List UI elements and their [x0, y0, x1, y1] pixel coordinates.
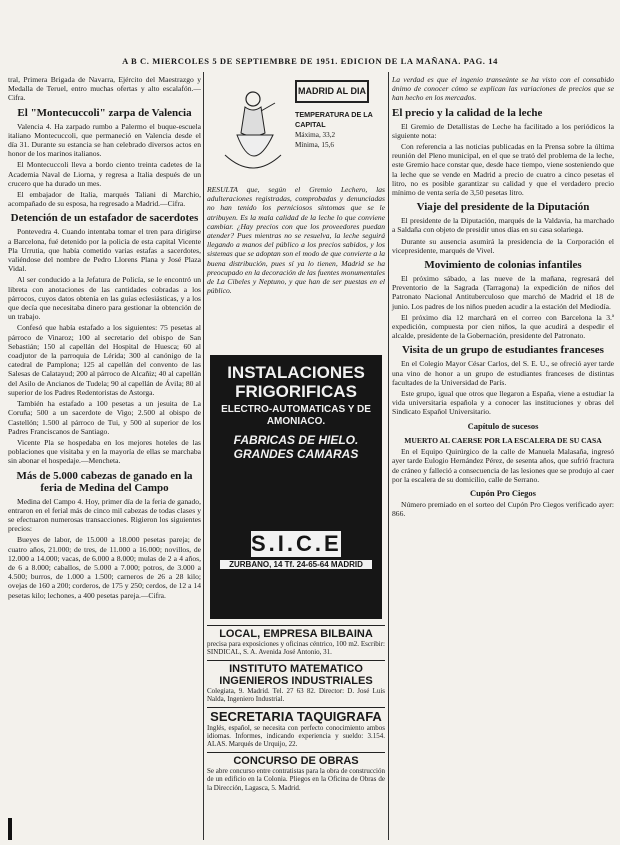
article-text: Con referencia a las noticias publicadas en la Prensa sobre la última reunión del Pleno municipal, en el que se trató del problema de la leche, este Gremio hace constar que, desde hace tiempo, viene sosteniendo que la leche que se vende en Madrid a precio de cuatro a cinco pesetas el litro, no es posible garantizar su calidad y que el verdadero precio mínimo de venta sería de 3,50 pesetas litro.	[392, 142, 614, 198]
article-text: La verdad es que el ingenio transeúnte se ha visto con el consabido ánimo de conocer cómo se explican las variaciones de precios que se han hecho en los mercados.	[392, 75, 614, 103]
article-text: En el Colegio Mayor César Carlos, del S. E. U., se ofreció ayer tarde una vino de honor a un grupo de estudiantes franceses de distintas facultades de la Universidad de París.	[392, 359, 614, 387]
article-text: En el Equipo Quirúrgico de la calle de Manuela Malasaña, ingresó ayer tarde Eulogio Hernández Pérez, de sesenta años, que sufrió fractura de cráneo y falleció a consecuencia de las lesiones que se produjo al caer por la escalera de su domicilio, calle de Serrano.	[392, 447, 614, 484]
column-text: RESULTA que, según el Gremio Lechero, las adulteraciones registradas, comprobadas y denunciadas no han tenido los perniciosos síntomas que se le atribuyen. Es la mala calidad de la leche lo que conviene cambiar. ¿Hay precios con que los proveedores puedan atender? Pues mientras no se resuelva, la leche seguirá llegando a manos del público a los precios sabidos, y los sistemas que se adoptan son el modo de que convierte a la buena distribución, pues sí ya lo tienen, Madrid se ha preocupado en la decoración de las fuentes monumentales de La Cibeles y Neptuno, y que han de ser puestas en el público.	[207, 185, 385, 296]
column-right	[392, 75, 614, 521]
headline-montecuccoli: El "Montecuccoli" zarpa de Valencia	[17, 106, 192, 119]
temperature-box	[295, 110, 385, 150]
section-sucesos: Capítulo de sucesos	[467, 420, 539, 431]
ad-secretaria-text: Inglés, español, se necesita con perfecto conocimiento ambos idiomas. Informes, indicando experiencia y sueldo: 3.154. ALAS. Marqués de Urquijo, 22.	[207, 723, 385, 749]
article-text: Vicente Pla se hospedaba en los mejores hoteles de las poblaciones que visitaba y en la mayoría de ellas se marchaba sin abonar el hospedaje.—Mencheta.	[8, 437, 201, 466]
column-left	[8, 75, 201, 602]
headline-muerto: MUERTO AL CAERSE POR LA ESCALERA DE SU CASA	[404, 435, 602, 445]
ad-concurso-title: CONCURSO DE OBRAS	[233, 754, 359, 767]
temperature-title: TEMPERATURA DE LA CAPITAL	[295, 110, 373, 129]
headline-ganado: Más de 5.000 cabezas de ganado en la feria de Medina del Campo	[16, 469, 193, 494]
headline-leche: El precio y la calidad de la leche	[392, 106, 543, 119]
madrid-al-dia-box: MADRID AL DIA	[295, 80, 369, 103]
illustration-woman-figure	[215, 85, 285, 180]
ad-instituto-title: INSTITUTO MATEMATICO INGENIEROS INDUSTRIALES	[219, 662, 373, 687]
section-cupon: Cupón Pro Ciegos	[470, 487, 536, 498]
ad-secretaria	[207, 707, 385, 749]
article-text: Número premiado en el sorteo del Cupón Pro Ciegos verificado ayer: 866.	[392, 500, 614, 519]
ad-concurso	[207, 752, 385, 792]
temperature-max: Máxima, 33,2	[295, 131, 336, 139]
article-text: Confesó que había estafado a los siguientes: 75 pesetas al párroco de Vinaroz; 100 al secretario del obispo de San Sebastián; 150 al capellán del Hospital de Huesca; 60 al coadjutor de la parroquia de Lérida; 300 al canónigo de la catedral de Pamplona; 125 al capellán del convento de las Salesas de Calatayud; 200 al párroco de Alcañiz; 40 al capellán del Asilo de Ancianos de Tudela; 90 al capellán de Ávila; 80 al superior de los Padres Redentoristas de Astorga.	[8, 323, 201, 397]
article-text: El Montecuccoli lleva a bordo ciento treinta cadetes de la Academia Naval de Liorna, y regresa a Italia después de un crucero que ha durado un mes.	[8, 160, 201, 188]
ad-address: ZURBANO, 14 Tf. 24-65-64 MADRID	[220, 560, 372, 569]
article-text: El presidente de la Diputación, marqués de la Valdavia, ha marchado a Saldaña con objeto de presidir unos días en su casa solariega.	[392, 216, 614, 235]
column-rule	[203, 72, 204, 840]
ad-tagline: FABRICAS DE HIELO. GRANDES CAMARAS	[233, 433, 359, 461]
headline-estudiantes: Visita de un grupo de estudiantes franceses	[402, 344, 604, 357]
ad-local-text: precisa para exposiciones y oficinas céntrico, 100 m2. Escribir: SINDICAL, S. A. Avenida José Antonio, 31.	[207, 640, 385, 657]
article-text: El Gremio de Detallistas de Leche ha facilitado a los periódicos la siguiente nota:	[392, 121, 614, 140]
article-text: El embajador de Italia, marqués Taliani di Marchio, acompañado de su esposa, ha regresado a Madrid.—Cifra.	[8, 190, 201, 209]
article-text: Durante su ausencia asumirá la presidencia de la Corporación el vicepresidente, marqués de Vivel.	[392, 236, 614, 255]
ad-brand-logo: S.I.C.E.	[251, 531, 351, 556]
ad-sice-frigorificas	[210, 355, 382, 619]
ad-local-title: LOCAL, EMPRESA BILBAINA	[219, 628, 373, 640]
ad-instituto-text: Colegiata, 9. Madrid. Tel. 27 63 82. Director: D. José Luis Nalda, Ingeniero Industrial.	[207, 686, 385, 704]
article-text: Valencia 4. Ha zarpado rumbo a Palermo el buque-escuela italiano Montecuccoli, que permaneció en Valencia desde el día 31. Durante su estancia se han celebrado diversos actos en honor de los marinos italianos.	[8, 121, 201, 159]
article-text: El próximo día 12 marchará en el correo con Barcelona la 3.ª expedición, compuesta por cien niños, la que acudirá a despedir el alcalde, presidente de la Gobernación, presidente del Patronato.	[392, 312, 614, 341]
article-text: tral, Primera Brigada de Navarra, Ejército del Maestrazgo y Medalla de Teruel, entro muchas ofertas y alto escalafón.—Cifra.	[8, 75, 201, 103]
temperature-min: Mínima, 15,6	[295, 141, 334, 149]
headline-diputacion: Viaje del presidente de la Diputación	[416, 201, 590, 214]
article-text: El próximo sábado, a las nueve de la mañana, regresará del Preventorio de la Sagrada (Tarragona) la expedición de niños del Patronato Nacional Antituberculoso que marchó de Madrid el 18 de junio. Los padres de los niños pueden acudir a la estación del Mediodía.	[392, 274, 614, 311]
article-text: Al ser conducido a la Jefatura de Policía, se le encontró un libreta con anotaciones de las cantidades cobradas a los párrocos, cuyos datos obtenía en las guías eclesiásticas, y a los que decía que necesitaba dinero para gestionar la obtención de un trabajo.	[8, 275, 201, 322]
ad-instituto	[207, 660, 385, 704]
article-text: También ha estafado a 100 pesetas a un jesuita de La Coruña; 500 a un sacerdote de Vigo; 2.500 al obispo de Castellón; 1.500 al párroco de Tui, y 500 al superior de los Padres Franciscanos de Santiago.	[8, 399, 201, 436]
article-text: Pontevedra 4. Cuando intentaba tomar el tren para dirigirse a Barcelona, fué detenido por la policía de esta capital Vicente Pla Urrutia, que había cometido varias estafas a sacerdotes, valiéndose del nombre de Pedro Llorens Plana y José Plaza Vidal.	[8, 227, 201, 274]
article-text: Este grupo, igual que otros que llegaron a España, viene a estudiar la vida universitaria española y a conocer las instituciones y obras del Sindicato Español Universitario.	[392, 389, 614, 417]
page-header: A B C. MIERCOLES 5 DE SEPTIEMBRE DE 1951. EDICION DE LA MAÑANA. PAG. 14	[122, 56, 498, 66]
headline-colonias: Movimiento de colonias infantiles	[424, 259, 582, 272]
ad-local	[207, 625, 385, 657]
column-rule	[388, 72, 389, 840]
ad-title: INSTALACIONES FRIGORIFICAS	[227, 363, 365, 401]
headline-estafador: Detención de un estafador de sacerdotes	[10, 212, 199, 225]
madrid-al-dia-column	[207, 185, 385, 297]
classified-ads	[207, 622, 385, 792]
article-text: Bueyes de labor, de 15.000 a 18.000 pesetas pareja; de cuatro años, 21.000; de tres, de 11.000 a 16.000; novillos, de 12.000 a 14.000; vacas, de 6.000 a 8.000; mulas de 2 a 4 años, de 6 a 8.000; caballos, de 5.000 a 7.000; potros, de 3.000 a 4.500; burros, de 1.000 a 1.500; carneros de 26 a 28 kilo; ovejas de 160 a 200; corderos, de 175 y 250; cerdos, de 12 a 14 pesetas kilo; lechones, a 400 pesetas pareja.—Cifra.	[8, 535, 201, 600]
article-text: Medina del Campo 4. Hoy, primer día de la feria de ganado, entraron en el ferial más de cinco mil cabezas de todas clases y se efectuaron numerosas transacciones. Rigieron los siguientes precios:	[8, 496, 201, 534]
ad-subtitle: ELECTRO-AUTOMATICAS Y DE AMONIACO.	[221, 404, 371, 427]
ad-concurso-text: Se abre concurso entre contratistas para la obra de construcción de un edificio en la Colonia. Pliegos en la Oficina de Obras de la Dirección, Lagasca, 5. Madrid.	[207, 766, 385, 792]
ad-secretaria-title: SECRETARIA TAQUIGRAFA	[210, 708, 382, 724]
page-edge-marker	[8, 818, 12, 840]
